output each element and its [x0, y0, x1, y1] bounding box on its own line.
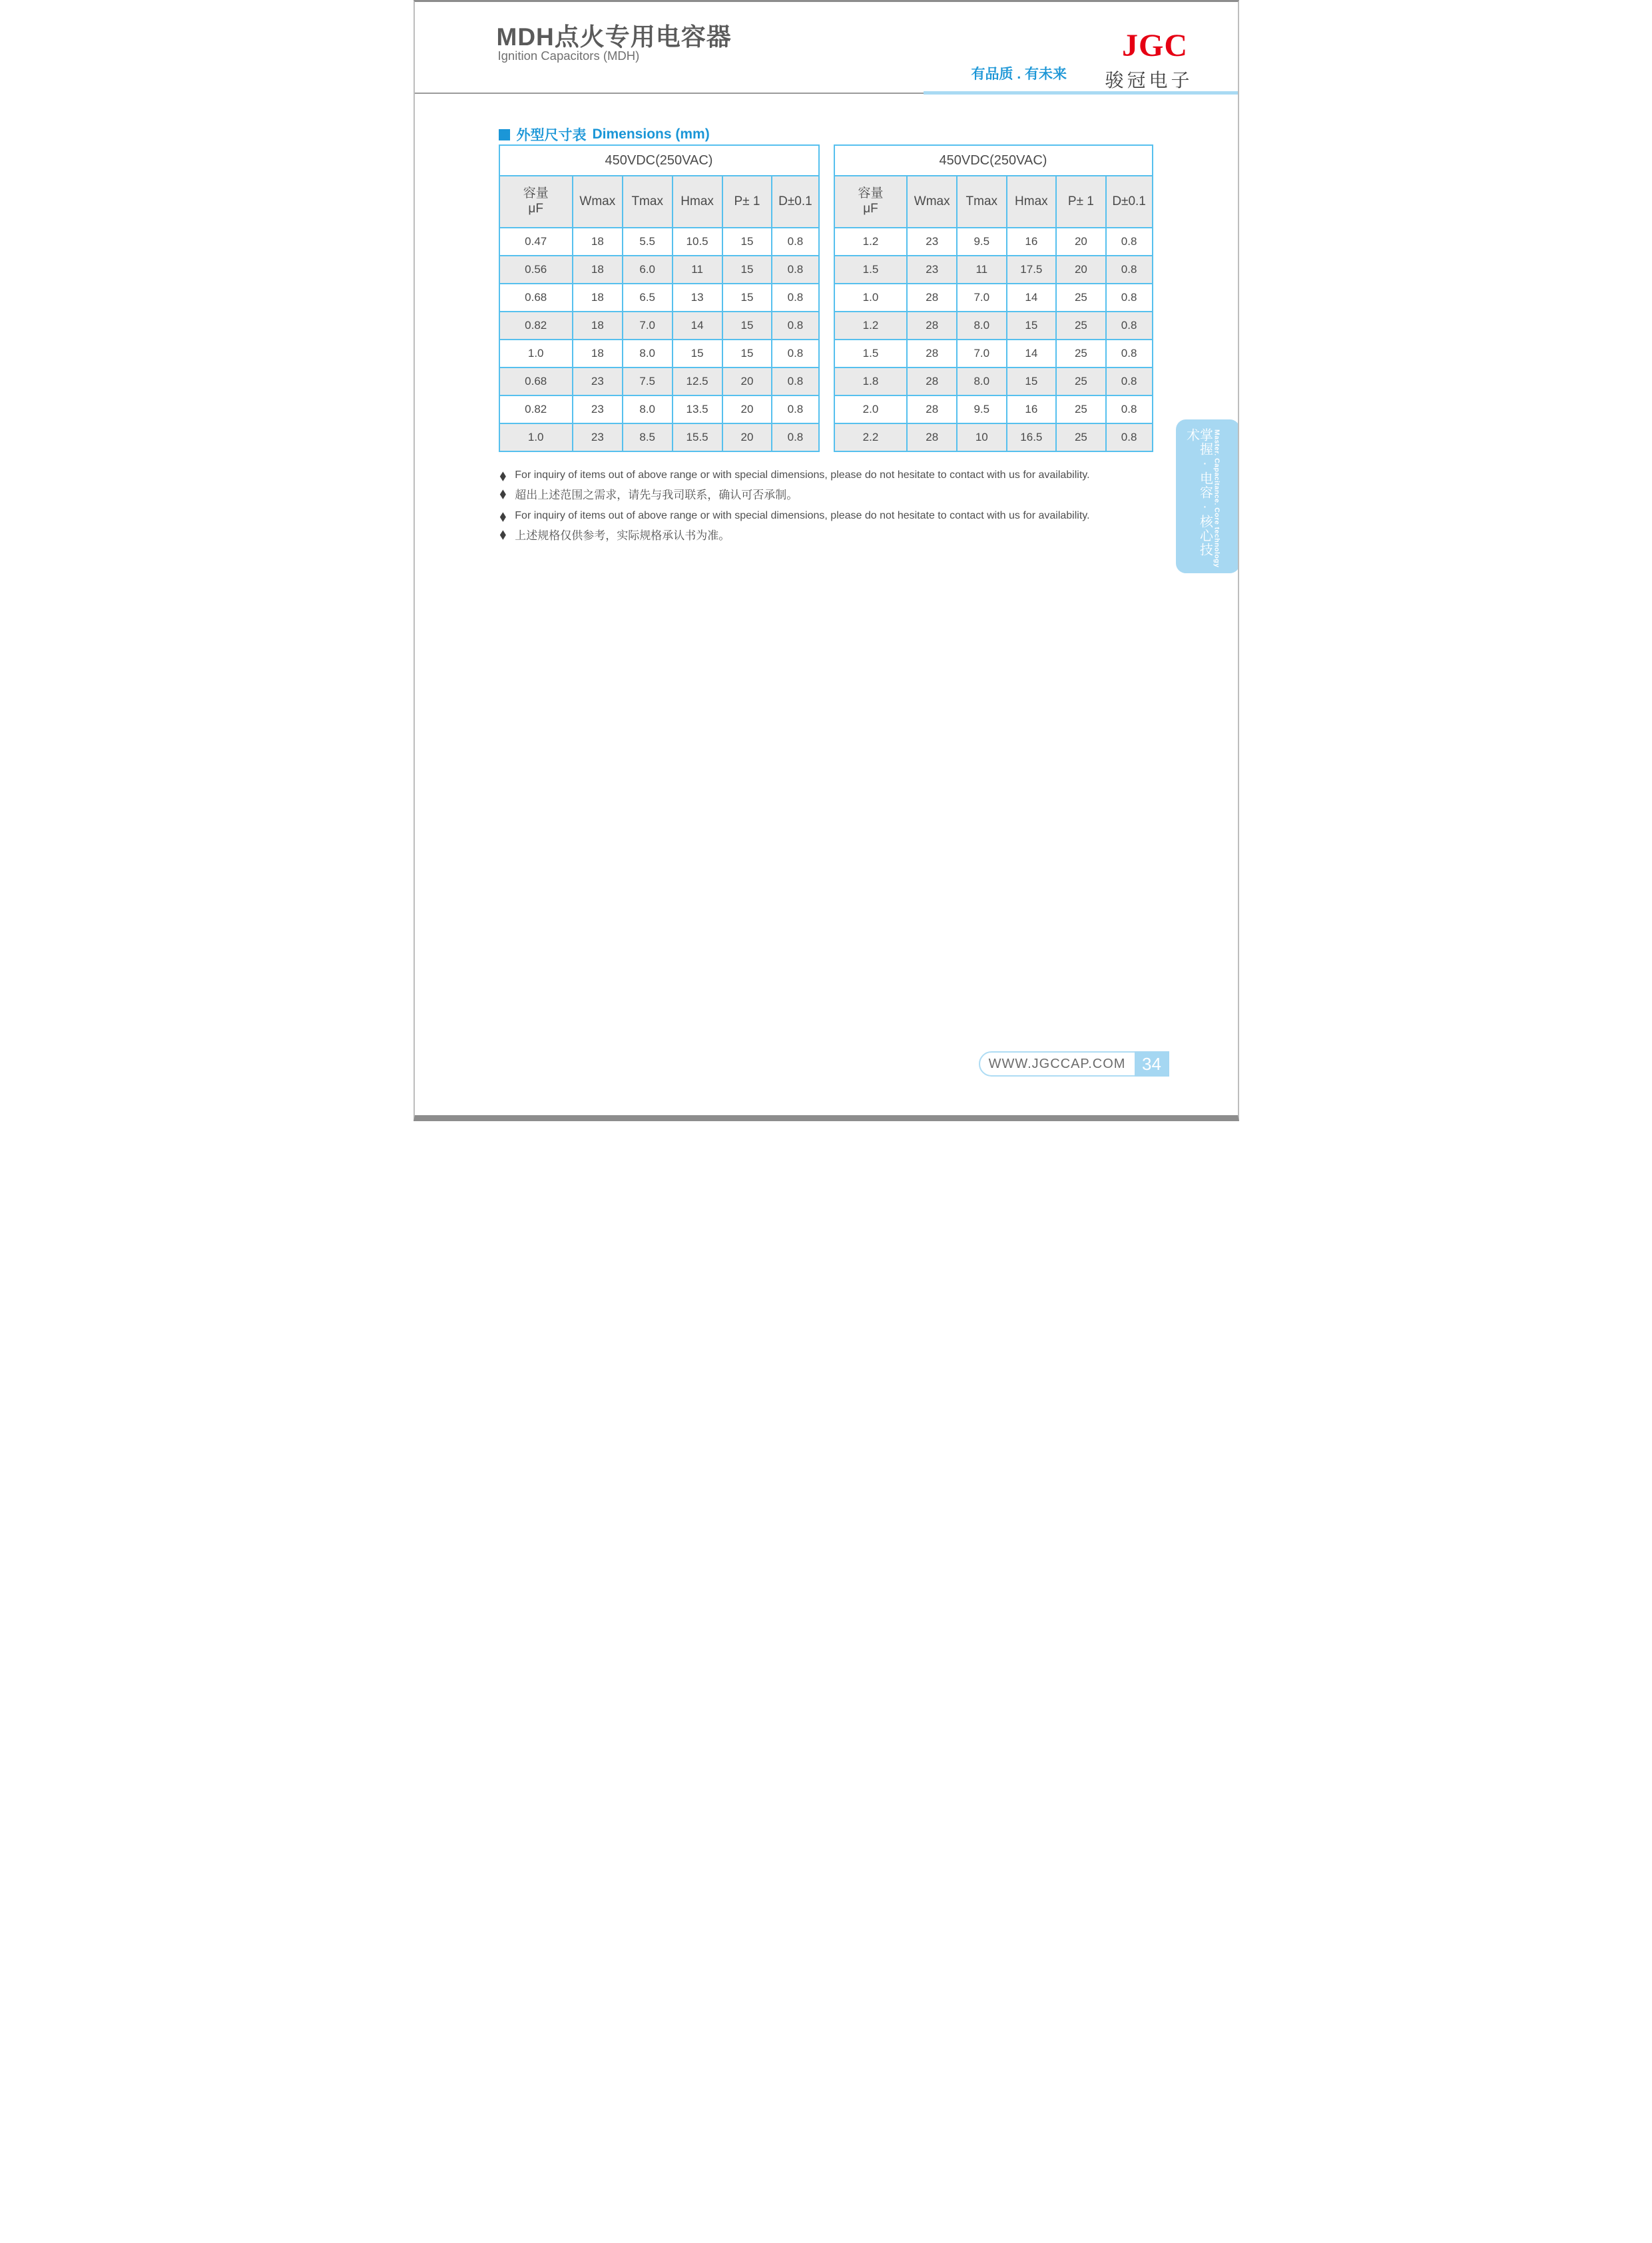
table-cell: 23: [573, 423, 623, 451]
table-row: [834, 340, 1153, 368]
table-cell: 6.0: [623, 256, 673, 284]
table-cell: 20: [722, 395, 772, 423]
table-cell: 10.5: [673, 228, 722, 256]
table-cell: 7.5: [623, 368, 673, 395]
table-cell: 0.8: [1106, 423, 1153, 451]
table-cell: 20: [722, 368, 772, 395]
datasheet-page: [413, 0, 1239, 1121]
section-title-en: Dimensions (mm): [592, 126, 710, 142]
table-row: [834, 284, 1153, 312]
column-header: Wmax: [907, 176, 957, 228]
table-cell: 0.82: [499, 395, 573, 423]
column-header: D±0.1: [772, 176, 818, 228]
table-cell: 8.0: [957, 312, 1007, 340]
table-cell: 0.68: [499, 284, 573, 312]
column-header: P± 1: [722, 176, 772, 228]
table-cell: 1.0: [499, 340, 573, 368]
table-cell: 9.5: [957, 228, 1007, 256]
table-cell: 1.5: [834, 256, 908, 284]
diamond-bullet-icon: ◆: [499, 508, 506, 523]
table-cell: 8.0: [957, 368, 1007, 395]
table-cell: 0.8: [1106, 284, 1153, 312]
table-cell: 23: [907, 256, 957, 284]
table-cell: 15: [722, 284, 772, 312]
table-cell: 28: [907, 312, 957, 340]
dimensions-table-right: [834, 144, 1153, 452]
column-header: 容量 μF: [834, 176, 908, 228]
table-cell: 8.0: [623, 395, 673, 423]
table-cell: 18: [573, 284, 623, 312]
table-cell: 16: [1007, 228, 1057, 256]
website-link[interactable]: WWW.JGCCAP.COM: [988, 1056, 1126, 1071]
table-cell: 10: [957, 423, 1007, 451]
table-cell: 0.8: [772, 312, 818, 340]
table-cell: 1.2: [834, 228, 908, 256]
table-row: [834, 368, 1153, 395]
table-cell: 0.8: [772, 423, 818, 451]
brand-slogan: 有品质 . 有未来: [971, 67, 1067, 82]
table-cell: 0.8: [772, 284, 818, 312]
table-cell: 6.5: [623, 284, 673, 312]
table-cell: 25: [1056, 423, 1106, 451]
table-cell: 15: [722, 340, 772, 368]
column-header: Wmax: [573, 176, 623, 228]
table-cell: 15: [1007, 312, 1057, 340]
voltage-header: 450VDC(250VAC): [499, 145, 819, 176]
table-cell: 18: [573, 340, 623, 368]
section-header: [499, 125, 710, 144]
table-row: [834, 228, 1153, 256]
diamond-bullet-icon: ◆: [499, 527, 506, 541]
table-cell: 20: [1056, 228, 1106, 256]
section-title-cn: 外型尺寸表: [516, 128, 587, 143]
table-cell: 0.56: [499, 256, 573, 284]
note-item: [499, 526, 1139, 543]
table-cell: 0.8: [772, 395, 818, 423]
diamond-bullet-icon: ◆: [499, 486, 506, 501]
table-cell: 0.8: [772, 256, 818, 284]
column-header: P± 1: [1056, 176, 1106, 228]
table-row: [499, 228, 819, 256]
table-cell: 25: [1056, 284, 1106, 312]
side-banner-text-cn: 掌握·电容·核心技术: [1184, 428, 1213, 557]
table-cell: 8.5: [623, 423, 673, 451]
table-row: [499, 284, 819, 312]
header-divider: [415, 93, 924, 94]
table-cell: 2.0: [834, 395, 908, 423]
table-cell: 28: [907, 340, 957, 368]
table-cell: 15.5: [673, 423, 722, 451]
table-row: [834, 395, 1153, 423]
note-text: 超出上述范围之需求，请先与我司联系，确认可否承制。: [515, 489, 798, 501]
table-cell: 15: [722, 312, 772, 340]
note-item: [499, 485, 1139, 502]
table-cell: 28: [907, 395, 957, 423]
table-cell: 11: [957, 256, 1007, 284]
table-cell: 28: [907, 423, 957, 451]
table-row: [834, 312, 1153, 340]
table-cell: 15: [1007, 368, 1057, 395]
table-cell: 0.47: [499, 228, 573, 256]
table-cell: 13: [673, 284, 722, 312]
table-cell: 5.5: [623, 228, 673, 256]
table-cell: 0.8: [1106, 312, 1153, 340]
table-cell: 2.2: [834, 423, 908, 451]
table-cell: 25: [1056, 395, 1106, 423]
table-cell: 1.0: [834, 284, 908, 312]
section-bullet-icon: [499, 129, 510, 140]
table-cell: 7.0: [957, 340, 1007, 368]
table-cell: 0.82: [499, 312, 573, 340]
table-cell: 20: [1056, 256, 1106, 284]
table-row: [499, 256, 819, 284]
table-cell: 15: [722, 256, 772, 284]
table-cell: 23: [573, 395, 623, 423]
table-cell: 23: [573, 368, 623, 395]
side-banner: [1176, 419, 1239, 573]
table-cell: 0.8: [1106, 368, 1153, 395]
note-text: For inquiry of items out of above range or with special dimensions, please do not hesitate to contact with us for availability.: [515, 510, 1090, 521]
table-cell: 0.8: [1106, 256, 1153, 284]
table-row: [499, 340, 819, 368]
table-row: [834, 256, 1153, 284]
company-logo: JGC: [1122, 28, 1188, 63]
table-row: [499, 368, 819, 395]
table-cell: 28: [907, 284, 957, 312]
table-cell: 25: [1056, 368, 1106, 395]
table-cell: 25: [1056, 312, 1106, 340]
table-cell: 12.5: [673, 368, 722, 395]
table-cell: 18: [573, 312, 623, 340]
table-cell: 18: [573, 256, 623, 284]
footer-bar: [979, 1051, 1169, 1077]
table-cell: 15: [673, 340, 722, 368]
table-cell: 1.8: [834, 368, 908, 395]
table-row: [499, 312, 819, 340]
page-title: MDH点火专用电容器: [496, 23, 732, 51]
table-row: [499, 423, 819, 451]
table-cell: 7.0: [957, 284, 1007, 312]
table-cell: 23: [907, 228, 957, 256]
table-cell: 25: [1056, 340, 1106, 368]
table-cell: 8.0: [623, 340, 673, 368]
page-subtitle: Ignition Capacitors (MDH): [497, 49, 640, 63]
column-header: Tmax: [623, 176, 673, 228]
column-header: Hmax: [1007, 176, 1057, 228]
table-cell: 0.8: [1106, 228, 1153, 256]
table-cell: 16: [1007, 395, 1057, 423]
column-header: Hmax: [673, 176, 722, 228]
table-cell: 18: [573, 228, 623, 256]
column-header: D±0.1: [1106, 176, 1153, 228]
page-number-badge: 34: [1135, 1051, 1169, 1077]
note-text: For inquiry of items out of above range or with special dimensions, please do not hesitate to contact with us for availability.: [515, 469, 1090, 481]
table-cell: 15: [722, 228, 772, 256]
table-cell: 20: [722, 423, 772, 451]
table-cell: 11: [673, 256, 722, 284]
dimensions-table-left: [499, 144, 820, 452]
table-cell: 1.0: [499, 423, 573, 451]
table-cell: 0.8: [772, 228, 818, 256]
table-cell: 0.8: [772, 340, 818, 368]
diamond-bullet-icon: ◆: [499, 467, 506, 483]
table-cell: 16.5: [1007, 423, 1057, 451]
table-cell: 14: [1007, 284, 1057, 312]
note-item: [499, 469, 1139, 481]
table-cell: 7.0: [623, 312, 673, 340]
notes-list: [499, 469, 1139, 543]
column-header: Tmax: [957, 176, 1007, 228]
table-cell: 28: [907, 368, 957, 395]
table-cell: 1.5: [834, 340, 908, 368]
table-row: [499, 395, 819, 423]
table-cell: 0.8: [1106, 395, 1153, 423]
note-text: 上述规格仅供参考，实际规格承认书为准。: [515, 529, 730, 542]
table-cell: 14: [673, 312, 722, 340]
table-cell: 17.5: [1007, 256, 1057, 284]
column-header: 容量 μF: [499, 176, 573, 228]
table-cell: 14: [1007, 340, 1057, 368]
company-name: 骏冠电子: [1105, 70, 1193, 91]
voltage-header: 450VDC(250VAC): [834, 145, 1153, 176]
table-cell: 0.8: [772, 368, 818, 395]
table-cell: 0.8: [1106, 340, 1153, 368]
table-cell: 1.2: [834, 312, 908, 340]
table-cell: 0.68: [499, 368, 573, 395]
table-cell: 13.5: [673, 395, 722, 423]
side-banner-text-en: Master. Capacitance. Core technology: [1213, 429, 1221, 568]
table-row: [834, 423, 1153, 451]
note-item: [499, 510, 1139, 522]
table-cell: 9.5: [957, 395, 1007, 423]
